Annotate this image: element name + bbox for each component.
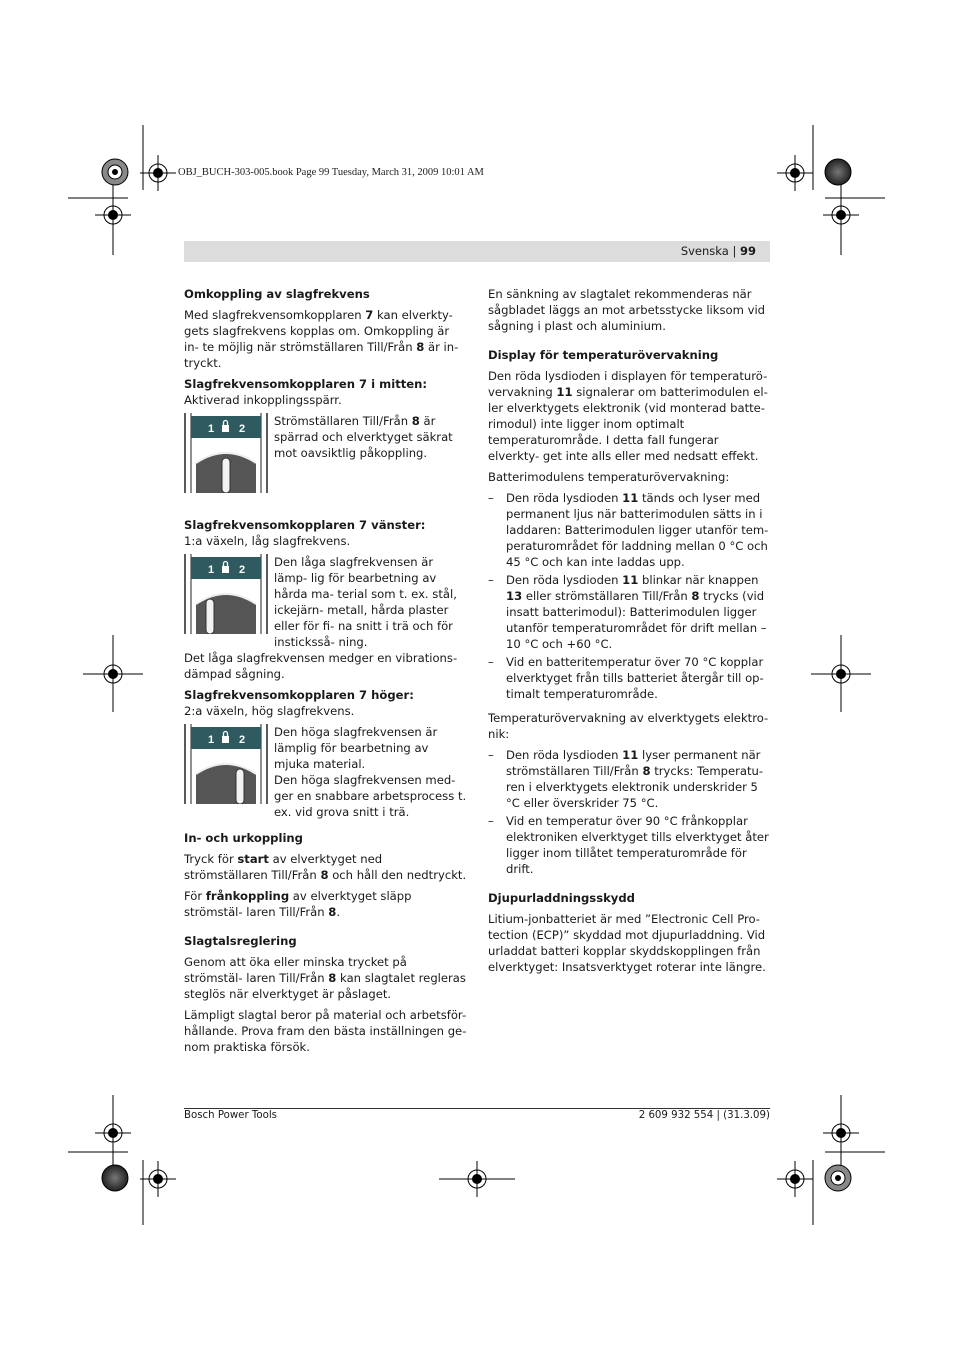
switch-center-illustration (184, 413, 268, 493)
right-column (488, 286, 771, 980)
heading-in-urkoppling: In- och urkoppling (184, 831, 303, 845)
footer-rule (184, 1108, 770, 1109)
para-omkoppling: Med slagfrekvensomkopplaren 7 kan elverkty- gets slagfrekvens kopplas om. Omkoppling är in- te möjlig när strömställaren Till/Från 8 är in- tryckt. (184, 308, 459, 370)
gear-1-label: 1 (208, 423, 215, 435)
header-bar (184, 241, 770, 262)
file-info-line: OBJ_BUCH-303-005.book Page 99 Tuesday, March 31, 2009 10:01 AM (178, 167, 484, 178)
sub-vanster: 1:a växeln, låg slagfrekvens. (184, 534, 351, 548)
heading-mitten: Slagfrekvensomkopplaren 7 i mitten: (184, 377, 428, 391)
list-item: – Vid en temperatur över 90 °C frånkopplar elektroniken elverktyget tills elverktyget åter ligger inom tillåtet temperaturområde för drift. (488, 813, 771, 877)
para-slagtal-1: Genom att öka eller minska trycket på strömstäl- laren Till/Från 8 kan slagtalet regleras steglös när elverktyget är påslaget. (184, 955, 466, 1001)
para-batteri-intro: Batterimodulens temperaturövervakning: (488, 470, 730, 484)
list-item: – Den röda lysdioden 11 lyser permanent när strömställaren Till/Från 8 trycks: Temperatu- ren i elverktygets elektronik underskrider 5 °C eller överskrider 75 °C. (488, 747, 771, 811)
list-batteri (488, 490, 771, 702)
para-display: Den röda lysdioden i displayen för temperaturö- vervakning 11 signalerar om batterimodulen el- ler elverktygets elektronik (vid monterad batte- rimodul) inte ligger inom optimalt temperaturområde. I detta fall fungerar elverkty- get inte alls eller med nedsatt effekt. (488, 369, 768, 463)
list-item: – Den röda lysdioden 11 blinkar när knappen 13 eller strömställaren Till/Från 8 trycks (vid insatt batterimodul): Batterimodulen ligger utanför temperaturområdet för drift mellan – 10 °C och +60 °C. (488, 572, 771, 652)
list-item: – Den röda lysdioden 11 tänds och lyser med permanent ljus när batterimodulen sätts in i laddaren: Batterimodulen ligger utanför tem- peraturområdet för laddning mellan 0 °C och 45 °C och kan inte laddas upp. (488, 490, 771, 570)
heading-hoger: Slagfrekvensomkopplaren 7 höger: (184, 688, 414, 702)
list-item: – Vid en batteritemperatur över 70 °C kopplar elverktyget från tills batteriet återgår till op- timalt temperaturområde. (488, 654, 771, 702)
heading-slagfrekvens: Omkoppling av slagfrekvens (184, 287, 370, 301)
gear-1-label: 1 (208, 734, 215, 746)
gear-2-label: 2 (239, 734, 246, 746)
gear-2-label: 2 (239, 564, 246, 576)
fig-text-vanster: Den låga slagfrekvensen är lämp- lig för bearbetning av hårda ma- terial som t. ex. stål, ickejärn- metall, hårda plaster eller för fi- na snitt i trä och för insticksså- ning. (274, 555, 457, 649)
heading-djupurladdning: Djupurladdningsskydd (488, 891, 635, 905)
page-number: 99 (739, 244, 756, 258)
para-ecp: Litium-jonbatteriet är med ”Electronic Cell Pro- tection (ECP)” skyddad mot djupurladdning. Vid urladdat batteri kopplar skyddskopplingen från elverktyget: Insatsverktyget roterar inte längre. (488, 912, 766, 974)
footer-left: Bosch Power Tools (184, 1110, 277, 1121)
para-slagtal-2: Lämpligt slagtal beror på material och arbetsför- hållande. Prova fram den bästa inställningen ge- nom praktiska försök. (184, 1008, 467, 1054)
list-elektronik (488, 747, 771, 877)
gear-2-label: 2 (239, 423, 246, 435)
figure-vanster (184, 554, 467, 650)
heading-vanster: Slagfrekvensomkopplaren 7 vänster: (184, 518, 426, 532)
fig-text-hoger-1: Den höga slagfrekvensen är lämplig för bearbetning av mjuka material. (274, 725, 438, 771)
sub-mitten: Aktiverad inkopplingsspärr. (184, 393, 342, 407)
fig-text-hoger-2: Den höga slagfrekvensen med- ger en snabbare arbetsprocess t. ex. vid grova snitt i trä. (274, 773, 467, 819)
para-start: Tryck för start av elverktyget ned strömställaren Till/Från 8 och håll den nedtryckt. (184, 852, 467, 882)
fig-text-mitten: Strömställaren Till/Från 8 är spärrad och elverktyget säkrat mot oavsiktlig påkoppling. (274, 414, 453, 460)
switch-right-illustration (184, 724, 268, 804)
switch-left-illustration (184, 554, 268, 634)
sub-hoger: 2:a växeln, hög slagfrekvens. (184, 704, 355, 718)
header-language: Svenska (680, 244, 729, 258)
header-separator: | (728, 244, 740, 258)
figure-mitten (184, 413, 467, 493)
footer-right: 2 609 932 554 | (31.3.09) (638, 1110, 770, 1121)
para-frankoppling: För frånkoppling av elverktyget släpp strömstäl- laren Till/Från 8. (184, 889, 412, 919)
heading-display-temp: Display för temperaturövervakning (488, 348, 719, 362)
figure-hoger (184, 724, 467, 820)
left-column (184, 286, 467, 1060)
running-header (681, 244, 756, 258)
para-sankning: En sänkning av slagtalet rekommenderas när sågbladet läggs an mot arbetsstycke liksom vid sågning i plast och aluminium. (488, 287, 766, 333)
para-elektronik-intro: Temperaturövervakning av elverktygets elektro- nik: (488, 711, 769, 741)
para-vibration: Det låga slagfrekvensen medger en vibrations- dämpad sågning. (184, 651, 458, 681)
heading-slagtalsreglering: Slagtalsreglering (184, 934, 297, 948)
gear-1-label: 1 (208, 564, 215, 576)
